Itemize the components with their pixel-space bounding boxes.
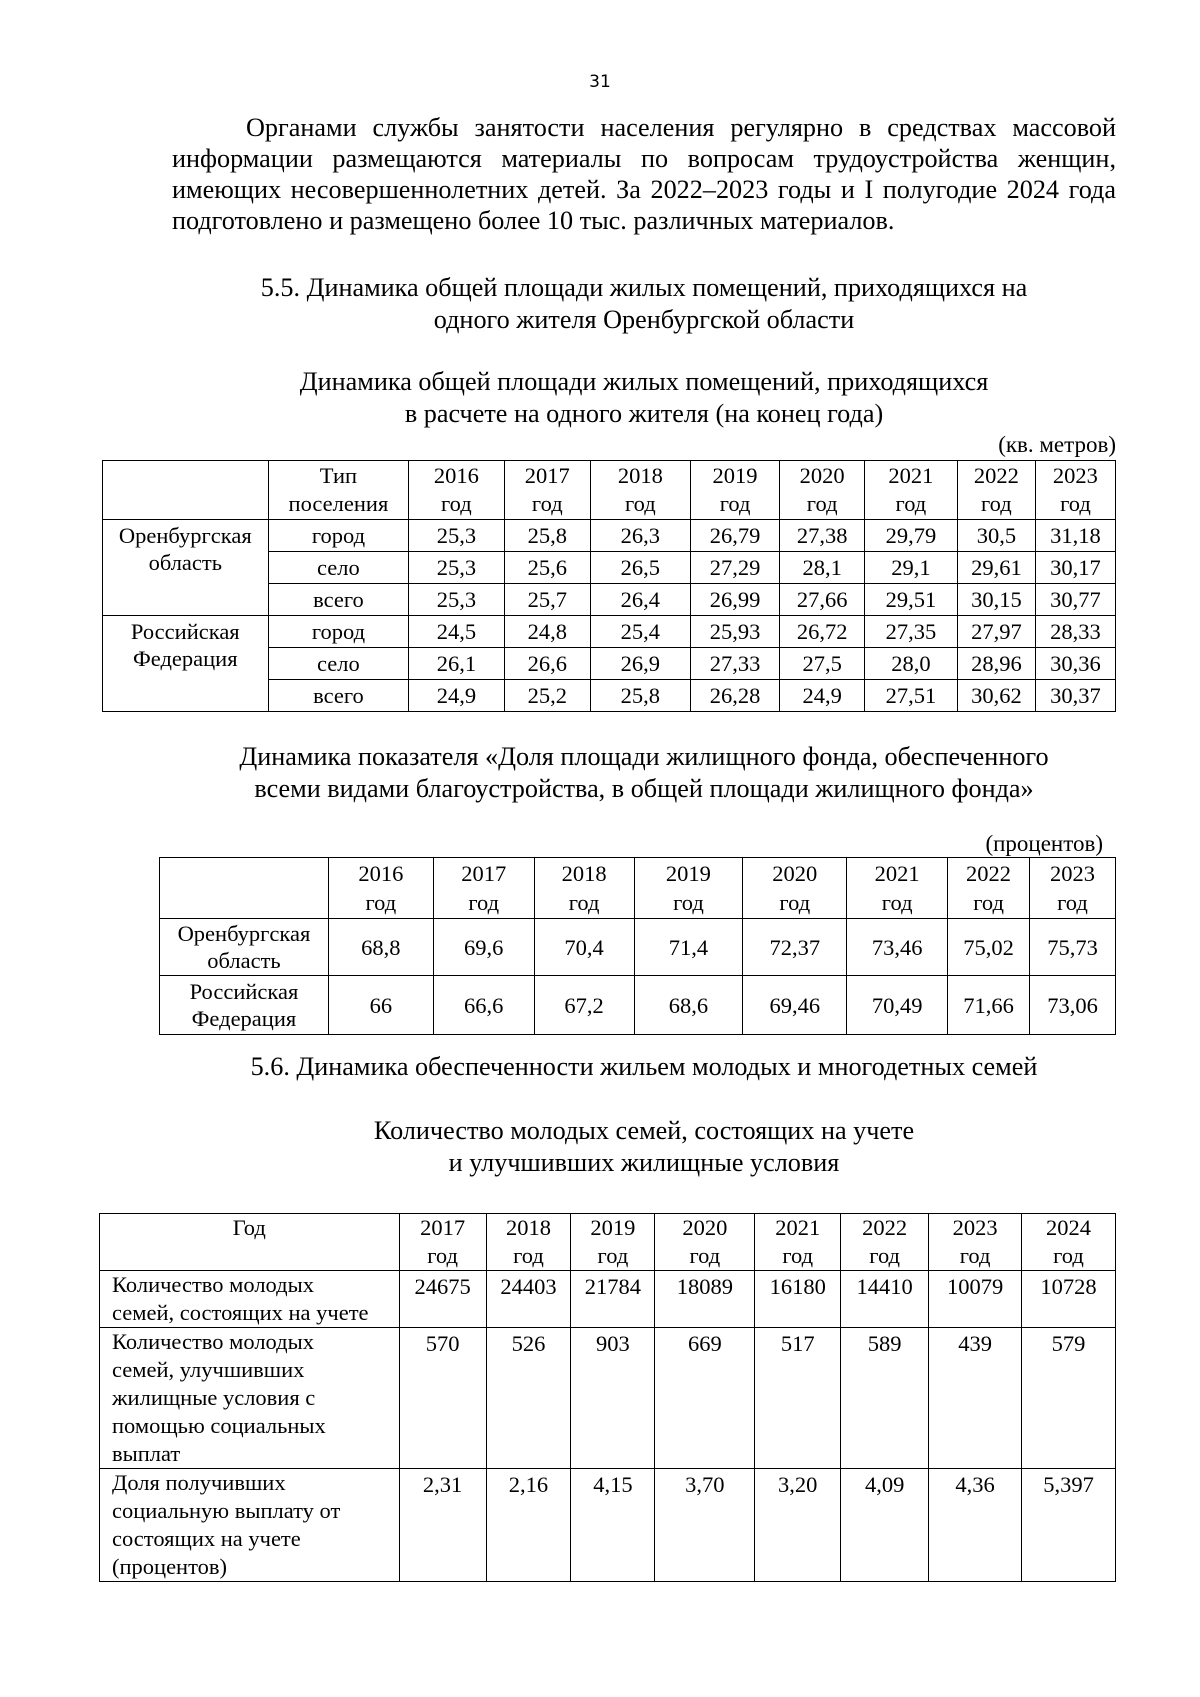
- table1-type-cell: всего: [268, 584, 409, 616]
- table3-value-cell: 4,36: [929, 1469, 1022, 1582]
- table1-type-header: Тип поселения: [268, 461, 409, 520]
- table3-value-cell: 18089: [655, 1271, 755, 1328]
- table1-value-cell: 30,36: [1035, 648, 1115, 680]
- table2-value-cell: 73,06: [1030, 976, 1116, 1035]
- table1-value-cell: 25,2: [504, 680, 591, 712]
- table3-year-header: 2020 год: [655, 1214, 755, 1271]
- table3-value-cell: 10079: [929, 1271, 1022, 1328]
- table3-title-line2: и улучшивших жилищные условия: [448, 1148, 840, 1177]
- table1-value-cell: 26,4: [591, 584, 691, 616]
- table3-year-header: 2019 год: [571, 1214, 655, 1271]
- table3-value-cell: 5,397: [1022, 1469, 1116, 1582]
- table1-value-cell: 27,38: [780, 520, 864, 552]
- table1-value-cell: 28,0: [864, 648, 957, 680]
- table3-value-cell: 669: [655, 1328, 755, 1469]
- section-5-5-line2: одного жителя Оренбургской области: [433, 305, 855, 334]
- table3-year-header: 2023 год: [929, 1214, 1022, 1271]
- table1-type-cell: село: [268, 552, 409, 584]
- table2-value-cell: 70,4: [534, 919, 634, 976]
- table1-value-cell: 29,1: [864, 552, 957, 584]
- table1-value-cell: 30,17: [1035, 552, 1115, 584]
- table3-year-header: 2024 год: [1022, 1214, 1116, 1271]
- table3-value-cell: 526: [486, 1328, 571, 1469]
- table1-value-cell: 28,96: [957, 648, 1035, 680]
- table1-value-cell: 31,18: [1035, 520, 1115, 552]
- table3-value-cell: 589: [841, 1328, 929, 1469]
- table1-value-cell: 27,5: [780, 648, 864, 680]
- table2-year-header: 2020 год: [743, 858, 847, 919]
- table1-year-header: 2016 год: [409, 461, 504, 520]
- table3-year-header: 2018 год: [486, 1214, 571, 1271]
- table2-title-line1: Динамика показателя «Доля площади жилищного фонда, обеспеченного: [239, 742, 1049, 771]
- table1-year-header: 2022 год: [957, 461, 1035, 520]
- table2-value-cell: 66,6: [433, 976, 534, 1035]
- table1-value-cell: 25,3: [409, 584, 504, 616]
- table2-year-header: 2016 год: [328, 858, 433, 919]
- table2-year-header: 2019 год: [634, 858, 743, 919]
- table2-year-header: 2021 год: [847, 858, 948, 919]
- table3-value-cell: 3,20: [755, 1469, 841, 1582]
- table3-value-cell: 517: [755, 1328, 841, 1469]
- table2-value-cell: 72,37: [743, 919, 847, 976]
- table1-value-cell: 30,5: [957, 520, 1035, 552]
- table3-value-cell: 439: [929, 1328, 1022, 1469]
- table1-year-header: 2021 год: [864, 461, 957, 520]
- section-5-6-heading: 5.6. Динамика обеспеченности жильем молодых и многодетных семей: [250, 1052, 1038, 1081]
- table3-value-cell: 570: [399, 1328, 486, 1469]
- table2-value-cell: 73,46: [847, 919, 948, 976]
- table1-region-orenburg: Оренбургская область: [103, 520, 269, 616]
- table1-value-cell: 30,62: [957, 680, 1035, 712]
- table1-year-header: 2023 год: [1035, 461, 1115, 520]
- table3-value-cell: 579: [1022, 1328, 1116, 1469]
- young-families-table: [99, 1213, 1116, 1582]
- table3-value-cell: 903: [571, 1328, 655, 1469]
- table1-value-cell: 27,97: [957, 616, 1035, 648]
- table2-value-cell: 69,6: [433, 919, 534, 976]
- table2-value-cell: 71,4: [634, 919, 743, 976]
- table1-value-cell: 29,61: [957, 552, 1035, 584]
- table1-type-cell: всего: [268, 680, 409, 712]
- table3-value-cell: 4,15: [571, 1469, 655, 1582]
- table2-value-cell: 66: [328, 976, 433, 1035]
- table2-value-cell: 75,02: [948, 919, 1030, 976]
- table1-value-cell: 28,1: [780, 552, 864, 584]
- table1-value-cell: 26,99: [690, 584, 780, 616]
- table3-row-label-registered: Количество молодых семей, состоящих на учете: [100, 1271, 400, 1328]
- table1-value-cell: 26,28: [690, 680, 780, 712]
- table1-value-cell: 25,8: [591, 680, 691, 712]
- page-number: 31: [589, 72, 611, 92]
- table1-corner-cell: [103, 461, 269, 520]
- amenities-share-table: [159, 857, 1116, 1035]
- table3-value-cell: 24403: [486, 1271, 571, 1328]
- intro-paragraph: Органами службы занятости населения регулярно в средствах массовой информации размещаются материалы по вопросам трудоустройства женщин, имеющих несовершеннолетних детей. За 2022–2023 годы и I полугодие 2024 года подготовлено и размещено более 10 тыс. различных материалов.: [172, 113, 1116, 235]
- table1-title-line2: в расчете на одного жителя (на конец года): [404, 399, 884, 428]
- table3-value-cell: 10728: [1022, 1271, 1116, 1328]
- table3-year-label: Год: [100, 1214, 400, 1271]
- table3-row-label-share: Доля получивших социальную выплату от состоящих на учете (процентов): [100, 1469, 400, 1582]
- table1-year-header: 2018 год: [591, 461, 691, 520]
- table1-value-cell: 25,7: [504, 584, 591, 616]
- table1-value-cell: 25,3: [409, 552, 504, 584]
- table1-value-cell: 25,93: [690, 616, 780, 648]
- table1-value-cell: 27,35: [864, 616, 957, 648]
- table1-year-header: 2019 год: [690, 461, 780, 520]
- table1-value-cell: 28,33: [1035, 616, 1115, 648]
- table1-value-cell: 29,79: [864, 520, 957, 552]
- table1-value-cell: 27,66: [780, 584, 864, 616]
- housing-area-table: [102, 460, 1116, 712]
- table1-title-line1: Динамика общей площади жилых помещений, приходящихся: [299, 367, 989, 396]
- table1-value-cell: 30,37: [1035, 680, 1115, 712]
- table1-value-cell: 26,79: [690, 520, 780, 552]
- table3-title-line1: Количество молодых семей, состоящих на учете: [373, 1116, 915, 1145]
- table2-value-cell: 71,66: [948, 976, 1030, 1035]
- table1-value-cell: 30,15: [957, 584, 1035, 616]
- table1-year-header: 2020 год: [780, 461, 864, 520]
- table1-value-cell: 26,3: [591, 520, 691, 552]
- table1-value-cell: 26,5: [591, 552, 691, 584]
- table1-value-cell: 26,72: [780, 616, 864, 648]
- table2-value-cell: 67,2: [534, 976, 634, 1035]
- table2-value-cell: 69,46: [743, 976, 847, 1035]
- table3-value-cell: 24675: [399, 1271, 486, 1328]
- table1-value-cell: 24,8: [504, 616, 591, 648]
- table1-value-cell: 24,9: [780, 680, 864, 712]
- table1-year-header: 2017 год: [504, 461, 591, 520]
- table3-value-cell: 2,16: [486, 1469, 571, 1582]
- table1-type-cell: город: [268, 520, 409, 552]
- table1-value-cell: 26,6: [504, 648, 591, 680]
- table2-year-header: 2018 год: [534, 858, 634, 919]
- table3-value-cell: 16180: [755, 1271, 841, 1328]
- section-5-5-heading: [172, 272, 1116, 336]
- table1-value-cell: 25,3: [409, 520, 504, 552]
- table2-title-line2: всеми видами благоустройства, в общей площади жилищного фонда»: [254, 774, 1034, 803]
- table3-year-header: 2017 год: [399, 1214, 486, 1271]
- table2-title: [172, 741, 1116, 805]
- section-5-5-line1: 5.5. Динамика общей площади жилых помещений, приходящихся на: [260, 273, 1028, 302]
- table3-row-label-improved: Количество молодых семей, улучшивших жилищные условия с помощью социальных выплат: [100, 1328, 400, 1469]
- table1-value-cell: 27,51: [864, 680, 957, 712]
- table1-value-cell: 27,33: [690, 648, 780, 680]
- table1-type-cell: город: [268, 616, 409, 648]
- table3-year-header: 2021 год: [755, 1214, 841, 1271]
- table1-value-cell: 30,77: [1035, 584, 1115, 616]
- table1-value-cell: 26,9: [591, 648, 691, 680]
- table1-value-cell: 29,51: [864, 584, 957, 616]
- table3-value-cell: 2,31: [399, 1469, 486, 1582]
- table3-value-cell: 21784: [571, 1271, 655, 1328]
- table1-title: [172, 366, 1116, 430]
- table2-corner-cell: [160, 858, 329, 919]
- table2-value-cell: 75,73: [1030, 919, 1116, 976]
- table3-title: [172, 1115, 1116, 1179]
- table2-year-header: 2022 год: [948, 858, 1030, 919]
- table1-type-cell: село: [268, 648, 409, 680]
- table1-value-cell: 24,9: [409, 680, 504, 712]
- table2-region-orenburg: Оренбургская область: [160, 919, 329, 976]
- table1-region-russia: Российская Федерация: [103, 616, 269, 712]
- table1-value-cell: 27,29: [690, 552, 780, 584]
- table1-unit: (кв. метров): [998, 432, 1116, 457]
- table1-value-cell: 25,4: [591, 616, 691, 648]
- table2-region-russia: Российская Федерация: [160, 976, 329, 1035]
- table2-value-cell: 68,6: [634, 976, 743, 1035]
- table1-value-cell: 25,6: [504, 552, 591, 584]
- table2-value-cell: 70,49: [847, 976, 948, 1035]
- table3-value-cell: 14410: [841, 1271, 929, 1328]
- table2-year-header: 2017 год: [433, 858, 534, 919]
- table2-unit: (процентов): [985, 831, 1103, 856]
- table1-value-cell: 26,1: [409, 648, 504, 680]
- table1-value-cell: 25,8: [504, 520, 591, 552]
- table1-value-cell: 24,5: [409, 616, 504, 648]
- table3-value-cell: 4,09: [841, 1469, 929, 1582]
- table3-year-header: 2022 год: [841, 1214, 929, 1271]
- table2-year-header: 2023 год: [1030, 858, 1116, 919]
- table3-value-cell: 3,70: [655, 1469, 755, 1582]
- table2-value-cell: 68,8: [328, 919, 433, 976]
